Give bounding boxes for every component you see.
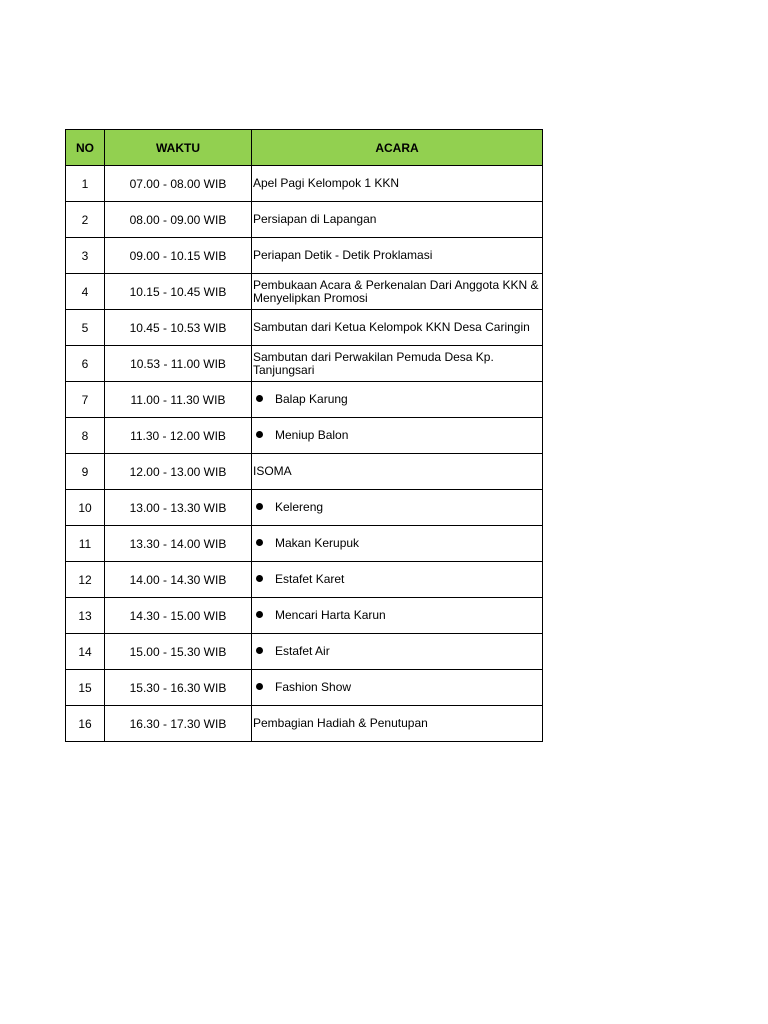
row-activity: Pembukaan Acara & Perkenalan Dari Anggota KKN & Menyelipkan Promosi [252, 274, 543, 310]
schedule-table [65, 129, 543, 742]
row-time: 09.00 - 10.15 WIB [105, 238, 252, 274]
table-row [66, 634, 543, 670]
row-time: 11.00 - 11.30 WIB [105, 382, 252, 418]
row-number: 16 [66, 706, 105, 742]
row-activity [252, 490, 543, 526]
table-header-row [66, 130, 543, 166]
table-row [66, 346, 543, 382]
row-time: 14.30 - 15.00 WIB [105, 598, 252, 634]
bullet-icon [256, 503, 263, 510]
header-time: WAKTU [105, 130, 252, 166]
table-row [66, 706, 543, 742]
row-time: 15.00 - 15.30 WIB [105, 634, 252, 670]
row-number: 10 [66, 490, 105, 526]
table-row [66, 418, 543, 454]
row-activity [252, 634, 543, 670]
table-row [66, 526, 543, 562]
activity-label: Kelereng [275, 500, 324, 514]
activity-label: Mencari Harta Karun [275, 608, 386, 622]
row-number: 6 [66, 346, 105, 382]
row-time: 13.00 - 13.30 WIB [105, 490, 252, 526]
table-row [66, 382, 543, 418]
row-activity [252, 418, 543, 454]
row-activity [252, 562, 543, 598]
row-time: 10.15 - 10.45 WIB [105, 274, 252, 310]
bullet-icon [256, 611, 263, 618]
row-number: 13 [66, 598, 105, 634]
table-row [66, 274, 543, 310]
header-no: NO [66, 130, 105, 166]
row-time: 07.00 - 08.00 WIB [105, 166, 252, 202]
row-activity: Sambutan dari Perwakilan Pemuda Desa Kp. Tanjungsari [252, 346, 543, 382]
row-time: 08.00 - 09.00 WIB [105, 202, 252, 238]
table-row [66, 562, 543, 598]
row-number: 11 [66, 526, 105, 562]
row-activity: Periapan Detik - Detik Proklamasi [252, 238, 543, 274]
row-number: 9 [66, 454, 105, 490]
row-activity: Apel Pagi Kelompok 1 KKN [252, 166, 543, 202]
row-time: 12.00 - 13.00 WIB [105, 454, 252, 490]
row-time: 16.30 - 17.30 WIB [105, 706, 252, 742]
bullet-icon [256, 539, 263, 546]
row-time: 15.30 - 16.30 WIB [105, 670, 252, 706]
row-activity: Persiapan di Lapangan [252, 202, 543, 238]
row-activity: Pembagian Hadiah & Penutupan [252, 706, 543, 742]
table-row [66, 454, 543, 490]
row-number: 8 [66, 418, 105, 454]
row-time: 13.30 - 14.00 WIB [105, 526, 252, 562]
table-row [66, 166, 543, 202]
row-number: 3 [66, 238, 105, 274]
row-time: 14.00 - 14.30 WIB [105, 562, 252, 598]
row-time: 11.30 - 12.00 WIB [105, 418, 252, 454]
row-activity [252, 526, 543, 562]
table-row [66, 202, 543, 238]
activity-label: Meniup Balon [275, 428, 349, 442]
row-number: 15 [66, 670, 105, 706]
activity-label: Estafet Air [275, 644, 330, 658]
table-row [66, 670, 543, 706]
row-time: 10.53 - 11.00 WIB [105, 346, 252, 382]
activity-label: Balap Karung [275, 392, 348, 406]
bullet-icon [256, 683, 263, 690]
activity-label: Estafet Karet [275, 572, 345, 586]
row-number: 14 [66, 634, 105, 670]
row-number: 7 [66, 382, 105, 418]
row-activity: ISOMA [252, 454, 543, 490]
bullet-icon [256, 575, 263, 582]
row-activity [252, 670, 543, 706]
row-activity [252, 598, 543, 634]
row-number: 5 [66, 310, 105, 346]
bullet-icon [256, 431, 263, 438]
bullet-icon [256, 647, 263, 654]
header-activity: ACARA [252, 130, 543, 166]
row-number: 1 [66, 166, 105, 202]
activity-label: Fashion Show [275, 680, 352, 694]
table-row [66, 310, 543, 346]
schedule-body [66, 166, 543, 742]
table-row [66, 238, 543, 274]
bullet-icon [256, 395, 263, 402]
activity-label: Makan Kerupuk [275, 536, 360, 550]
row-activity [252, 382, 543, 418]
row-activity: Sambutan dari Ketua Kelompok KKN Desa Caringin [252, 310, 543, 346]
table-row [66, 490, 543, 526]
row-time: 10.45 - 10.53 WIB [105, 310, 252, 346]
table-row [66, 598, 543, 634]
row-number: 2 [66, 202, 105, 238]
row-number: 4 [66, 274, 105, 310]
row-number: 12 [66, 562, 105, 598]
